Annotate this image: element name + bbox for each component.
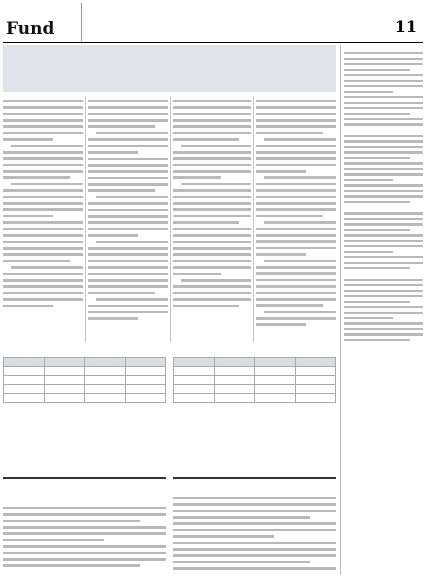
editor-line	[87, 12, 287, 19]
footer-left-subtitle	[3, 493, 166, 501]
article-column-4	[256, 96, 336, 342]
brief-item	[344, 49, 423, 126]
main-content	[3, 45, 336, 575]
table-row	[174, 385, 336, 394]
masthead	[3, 3, 423, 41]
table-header	[44, 358, 85, 367]
table-header	[295, 358, 336, 367]
table-header	[85, 358, 126, 367]
footer-box-left	[3, 477, 166, 576]
table-left-title	[3, 347, 166, 355]
article-column-3	[173, 96, 251, 342]
brief-item	[344, 132, 423, 203]
table-left-grid	[3, 357, 166, 411]
table-header	[4, 358, 45, 367]
page-number: 11	[394, 17, 417, 36]
table-header	[125, 358, 166, 367]
brief-body	[344, 279, 423, 342]
table-right-grid	[173, 357, 336, 411]
footer-left-title	[3, 482, 166, 491]
data-tables	[3, 347, 336, 473]
masthead-rule	[3, 42, 423, 43]
brief-item	[344, 209, 423, 269]
table-row	[4, 367, 166, 376]
briefs-column	[340, 45, 423, 575]
footer-right-title	[173, 482, 336, 491]
table-row	[4, 394, 166, 403]
headline-band	[3, 45, 336, 92]
table-header	[174, 358, 215, 367]
table-left-source	[4, 403, 166, 412]
table-header	[255, 358, 296, 367]
table-row	[174, 394, 336, 403]
footer-boxes	[3, 477, 336, 574]
table-right-title	[173, 347, 336, 355]
headline-kicker	[7, 48, 332, 60]
brief-item	[344, 275, 423, 341]
article-column-2	[88, 96, 168, 342]
table-header	[214, 358, 255, 367]
section-name-en: Fund	[6, 19, 55, 39]
masthead-meta	[87, 5, 287, 35]
footer-right-body	[173, 493, 336, 570]
section-logo	[3, 3, 82, 41]
table-row	[4, 385, 166, 394]
footer-left-body	[3, 503, 166, 567]
table-left	[3, 347, 166, 473]
headline-title	[7, 61, 332, 87]
date-line	[87, 5, 287, 12]
brief-body	[344, 52, 423, 126]
table-row	[174, 376, 336, 385]
article-column-1	[3, 96, 83, 342]
table-row	[174, 367, 336, 376]
table-right	[173, 347, 336, 473]
table-row	[4, 376, 166, 385]
brief-body	[344, 135, 423, 203]
article-columns	[3, 96, 336, 342]
table-right-source	[174, 403, 336, 412]
footer-box-right	[173, 477, 336, 576]
brief-body	[344, 212, 423, 269]
